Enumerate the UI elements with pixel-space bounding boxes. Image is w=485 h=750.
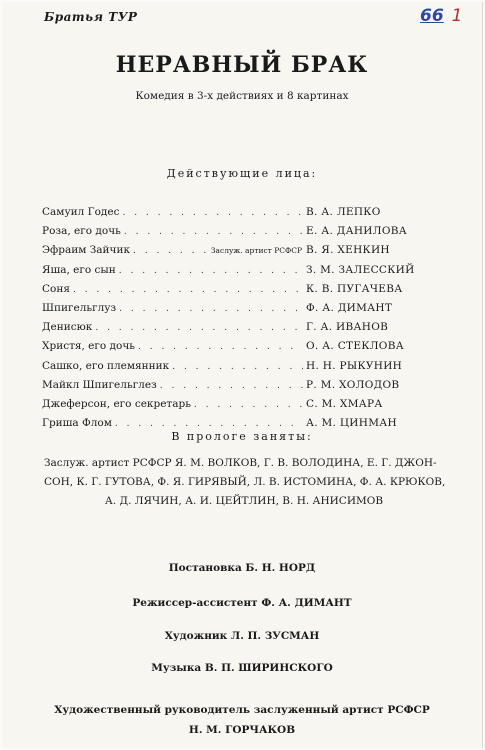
leader-dots (119, 266, 303, 276)
cast-role: Шпигельглуз (42, 301, 117, 314)
cast-row (42, 398, 442, 417)
cast-role: Майкл Шпигельглез (42, 378, 157, 391)
cast-role: Гриша Флом (42, 417, 112, 430)
cast-honor-note: Заслуж. артист РСФСР (210, 246, 302, 256)
cast-actor: В. А. ЛЕПКО (306, 206, 381, 218)
credit-artist: Художник Л. П. ЗУСМАН (164, 630, 320, 642)
cast-role: Христя, его дочь (42, 340, 136, 353)
credit-artistic-director: Художественный руководитель заслуженный артист РСФСР (54, 704, 430, 716)
leader-dots (160, 381, 303, 391)
cast-role: Роза, его дочь (42, 225, 121, 238)
leader-dots (119, 304, 303, 314)
leader-dots (115, 419, 303, 429)
cast-actor: К. В. ПУГАЧЕВА (306, 282, 403, 295)
archive-mark-number: 66 (420, 6, 444, 26)
playbill-page (2, 2, 483, 748)
cast-role: Яша, его сын (42, 263, 116, 276)
leader-dots (73, 285, 303, 295)
cast-row (42, 206, 442, 225)
credit-production: Постановка Б. Н. НОРД (168, 562, 316, 574)
archive-sheet-number: 1 (451, 6, 463, 26)
cast-row (42, 244, 442, 263)
cast-role: Джеферсон, его секретарь (42, 397, 191, 410)
leader-dots (95, 323, 303, 333)
leader-dots (172, 362, 303, 372)
cast-actor: А. М. ЦИНМАН (306, 417, 397, 430)
prologue-heading: В прологе заняты: (171, 430, 313, 443)
archive-handwritten-mark (420, 6, 463, 26)
cast-role: Соня (42, 282, 70, 295)
credit-music: Музыка В. П. ШИРИНСКОГО (151, 662, 333, 674)
cast-actor: Н. Н. РЫКУНИН (306, 359, 403, 372)
prologue-line: Заслуж. артист РСФСР Я. М. ВОЛКОВ, Г. В. ВОЛОДИНА, Е. Г. ДЖОН- (44, 457, 437, 469)
author-name: Братья ТУР (44, 10, 138, 24)
cast-role: Денисюк (42, 321, 93, 334)
cast-actor: Е. А. ДАНИЛОВА (306, 225, 408, 238)
credit-assistant-director: Режиссер-ассистент Ф. А. ДИМАНТ (132, 597, 352, 609)
cast-role: Эфраим Зайчик (42, 244, 131, 257)
cast-row (42, 379, 442, 398)
cast-row (42, 360, 442, 379)
cast-actor: Г. А. ИВАНОВ (306, 321, 389, 334)
cast-row (42, 302, 442, 321)
cast-row (42, 283, 442, 302)
cast-actor: С. М. ХМАРА (306, 397, 383, 410)
play-subtitle: Комедия в 3-х действиях и 8 картинах (135, 90, 349, 102)
cast-actor: В. Я. ХЕНКИН (306, 244, 390, 257)
cast-role: Самуил Годес (42, 206, 120, 218)
leader-dots (194, 400, 303, 410)
credit-artistic-director-name: Н. М. ГОРЧАКОВ (188, 724, 296, 736)
cast-actor: З. М. ЗАЛЕССКИЙ (306, 263, 415, 276)
cast-role: Сашко, его племянник (42, 359, 170, 372)
cast-actor: Р. М. ХОЛОДОВ (306, 378, 400, 391)
cast-row (42, 264, 442, 283)
leader-dots (124, 227, 303, 237)
cast-row (42, 321, 442, 340)
prologue-line: СОН, К. Г. ГУТОВА, Ф. Я. ГИРЯВЫЙ, Л. В. ИСТОМИНА, Ф. А. КРЮКОВ, (44, 476, 446, 488)
cast-actor: Ф. А. ДИМАНТ (306, 301, 393, 314)
cast-row (42, 340, 442, 359)
prologue-line: А. Д. ЛЯЧИН, А. И. ЦЕЙТЛИН, В. Н. АНИСИМОВ (104, 495, 384, 507)
leader-dots (138, 342, 303, 352)
cast-list (42, 206, 442, 436)
leader-dots (133, 246, 208, 256)
cast-heading: Действующие лица: (166, 167, 318, 180)
play-title: НЕРАВНЫЙ БРАК (115, 52, 369, 78)
cast-actor: О. А. СТЕКЛОВА (306, 340, 404, 353)
cast-row (42, 225, 442, 244)
leader-dots (122, 208, 303, 218)
prologue-cast (44, 454, 444, 511)
